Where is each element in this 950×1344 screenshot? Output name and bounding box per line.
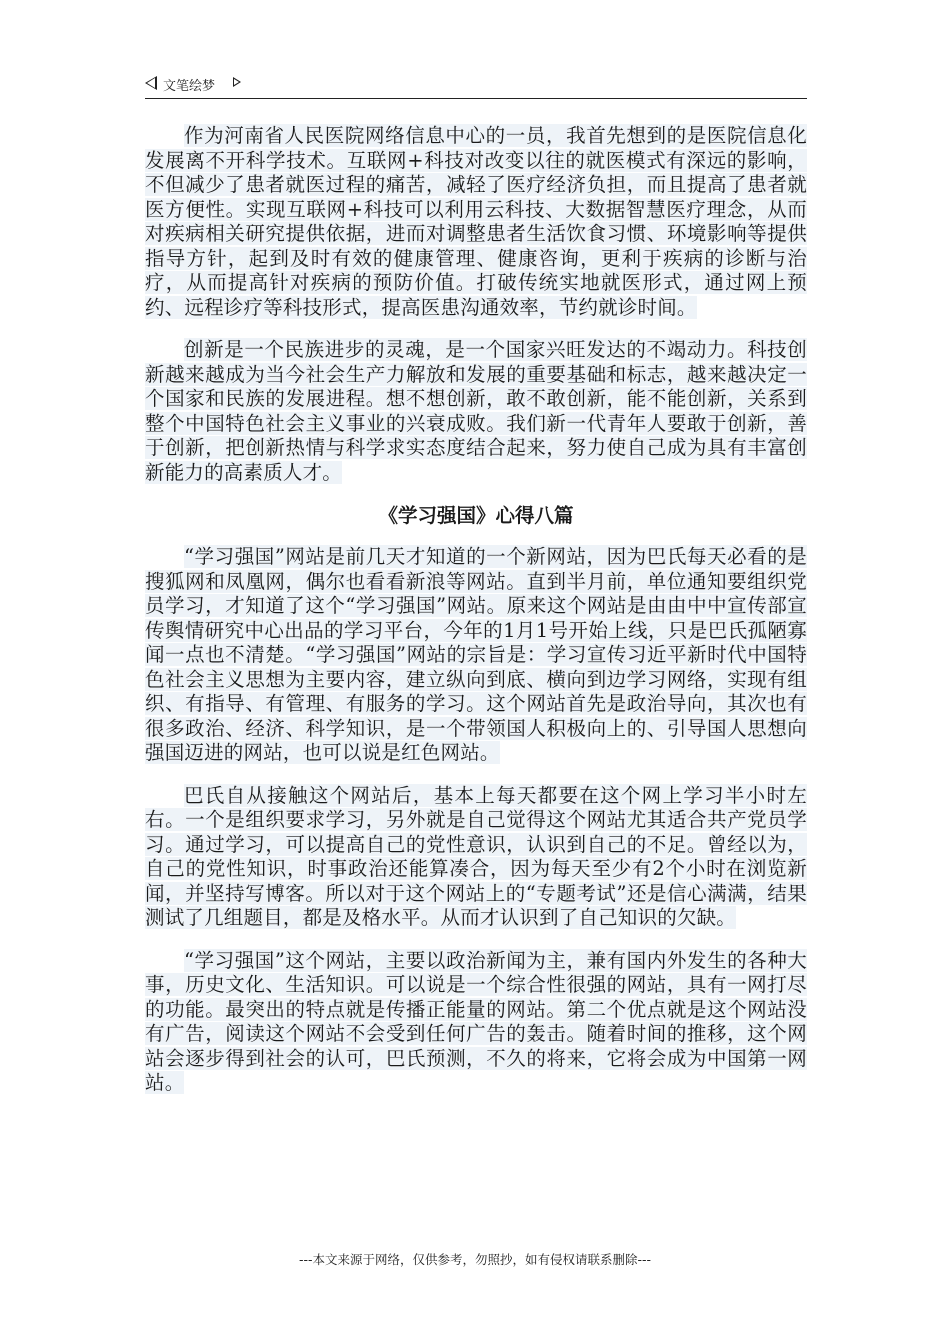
paragraph: 作为河南省人民医院网络信息中心的一员，我首先想到的是医院信息化发展离不开科学技术。互联网+科技对改变以往的就医模式有深远的影响，不但减少了患者就医过程的痛苦，减轻了医疗经济负担，而且提高了患者就医方便性。实现互联网+科技可以利用云科技、大数据智慧医疗理念，从而对疾病相关研究提供依据，进而对调整患者生活饮食习惯、环境影响等提供指导方针，起到及时有效的健康管理、健康咨询，更利于疾病的诊断与治疗，从而提高针对疾病的预防价值。打破传统实地就医形式，通过网上预约、远程诊疗等科技形式，提高医患沟通效率，节约就诊时间。 (145, 124, 807, 319)
triangle-left-icon (145, 76, 157, 90)
paragraph: 创新是一个民族进步的灵魂，是一个国家兴旺发达的不竭动力。科技创新越来越成为当今社会生产力解放和发展的重要基础和标志，越来越决定一个国家和民族的发展进程。想不想创新，敢不敢创新，能不能创新，关系到整个中国特色社会主义事业的兴衰成败。我们新一代青年人要敢于创新，善于创新，把创新热情与科学求实态度结合起来，努力使自己成为具有丰富创新能力的高素质人才。 (145, 338, 807, 484)
paragraph: 巴氏自从接触这个网站后，基本上每天都要在这个网上学习半小时左右。一个是组织要求学习，另外就是自己觉得这个网站尤其适合共产党员学习。通过学习，可以提高自己的党性意识，认识到自己的不足。曾经以为，自己的党性知识，时事政治还能算凑合，因为每天至少有2个小时在浏览新闻，并坚持写博客。所以对于这个网站上的“专题考试”还是信心满满，结果测试了几组题目，都是及格水平。从而才认识到了自己知识的欠缺。 (145, 783, 807, 929)
paragraph: “学习强国”网站是前几天才知道的一个新网站，因为巴氏每天必看的是搜狐网和凤凰网，偶尔也看看新浪等网站。直到半月前，单位通知要组织党员学习，才知道了这个“学习强国”网站。原来这个网站是由由中中宣传部宣传舆情研究中心出品的学习平台，今年的1月1号开始上线，只是巴氏孤陋寡闻一点也不清楚。“学习强国”网站的宗旨是：学习宣传习近平新时代中国特色社会主义思想为主要内容，建立纵向到底、横向到边学习网络，实现有组织、有指导、有管理、有服务的学习。这个网站首先是政治导向，其次也有很多政治、经济、科学知识，是一个带领国人积极向上的、引导国人思想向强国迈进的网站，也可以说是红色网站。 (145, 545, 807, 764)
section-title: 《学习强国》心得八篇 (378, 504, 574, 527)
page-header (145, 72, 807, 99)
triangle-right-icon (233, 77, 241, 87)
document-body (145, 124, 807, 1114)
footer-disclaimer: ---本文来源于网络，仅供参考，勿照抄，如有侵权请联系删除--- (298, 1252, 652, 1267)
paragraph: “学习强国”这个网站，主要以政治新闻为主，兼有国内外发生的各种大事，历史文化、生活知识。可以说是一个综合性很强的网站，具有一网打尽的功能。最突出的特点就是传播正能量的网站。第二个优点就是这个网站没有广告，阅读这个网站不会受到任何广告的轰击。随着时间的推移，这个网站会逐步得到社会的认可，巴氏预测，不久的将来，它将会成为中国第一网站。 (145, 948, 807, 1094)
header-brand: 文笔绘梦 (163, 79, 216, 94)
